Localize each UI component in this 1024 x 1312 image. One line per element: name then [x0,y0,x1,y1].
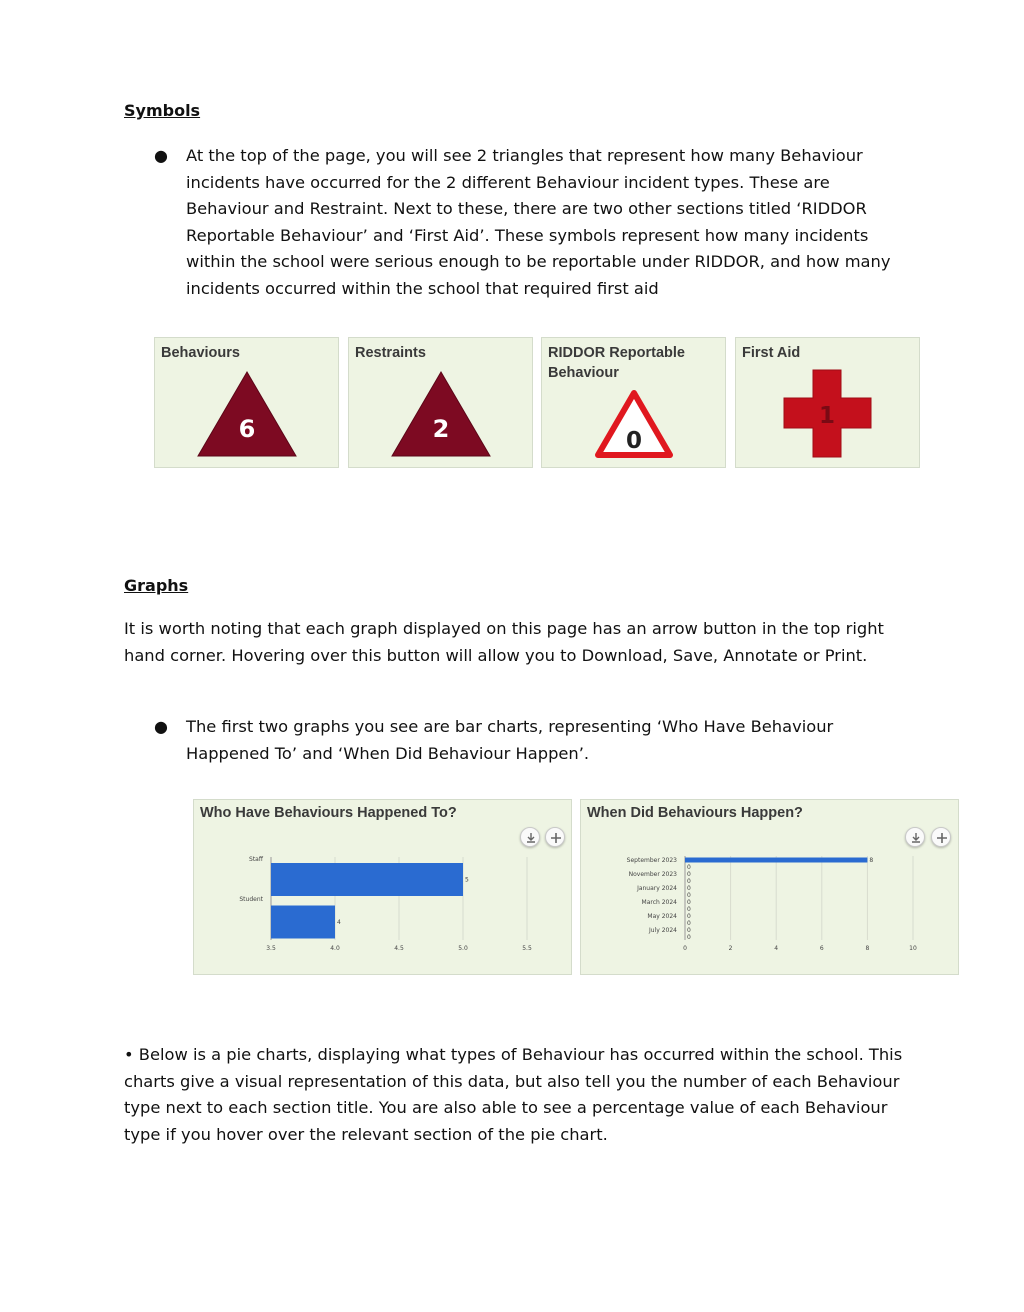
bullet-dot-icon: ● [154,146,168,165]
y-tick-label: March 2024 [641,899,677,906]
y-tick-label: Student [239,896,263,903]
card-value: 1 [818,403,836,429]
pie-chart-note: • Below is a pie charts, displaying what types of Behaviour has occurred within the school. This charts give a visual representation of this data, but also tell you the number of each Behaviour type next to each section title. You are also able to see a percentage value of each Behaviour type if you hover over the relevant section of the pie chart. [124,1045,903,1144]
y-tick-label: September 2023 [626,857,677,864]
y-tick-label: Staff [249,856,263,863]
bar [271,906,335,939]
card-value: 6 [238,415,256,443]
data-label: 4 [337,919,341,926]
card-first-aid [735,337,920,468]
bar-chart-who [194,800,573,976]
bar-chart-when [581,800,960,976]
chart-panel-when [580,799,959,975]
symbols-bullet [154,143,914,303]
data-label: 0 [687,864,691,871]
data-label: 5 [465,876,469,884]
graphs-bullet [154,714,914,767]
bar [271,863,463,896]
data-label: 0 [687,878,691,885]
triangle-filled-icon [155,338,340,469]
card-restraints [348,337,533,468]
x-tick-label: 4.0 [330,945,340,952]
card-title: First Aid [742,345,801,361]
card-value: 2 [432,415,450,443]
y-tick-label: May 2024 [647,913,677,920]
x-tick-label: 3.5 [266,945,276,952]
x-tick-label: 2 [728,945,733,952]
graphs-heading: Graphs [124,576,189,595]
data-label: 0 [687,927,691,934]
data-label: 0 [687,892,691,899]
card-riddor [541,337,726,468]
x-tick-label: 4 [774,945,779,952]
warning-triangle-icon [542,338,727,469]
x-tick-label: 4.5 [394,945,404,952]
card-title: Restraints [355,345,426,361]
card-title: Behaviours [161,345,240,361]
data-label: 0 [687,913,691,920]
bar [685,858,867,863]
data-label: 0 [687,934,691,941]
x-tick-label: 10 [909,945,917,952]
x-tick-label: 8 [865,945,870,952]
card-behaviours [154,337,339,468]
x-tick-label: 5.5 [522,945,532,952]
chart-title: When Did Behaviours Happen? [587,805,803,821]
data-label: 0 [687,899,691,906]
graphs-bullet-text: The first two graphs you see are bar charts, representing ‘Who Have Behaviour Happened To’ and ‘When Did Behaviour Happen’. [186,717,834,763]
y-tick-label: November 2023 [628,871,677,878]
data-label: 8 [869,857,874,864]
data-label: 0 [687,920,691,927]
symbols-bullet-text: At the top of the page, you will see 2 triangles that represent how many Behaviour incidents have occurred for the 2 different Behaviour incident types. These are Behaviour and Restraint. Next to these, there are two other sections titled ‘RIDDOR Reportable Behaviour’ and ‘First Aid’. These symbols represent how many incidents within the school were serious enough to be reportable under RIDDOR, and how many incidents occurred within the school that required first aid [186,146,891,298]
graphs-intro: It is worth noting that each graph displayed on this page has an arrow button in the top right hand corner. Hovering over this button will allow you to Download, Save, Annotate or Print. [124,619,884,665]
x-tick-label: 0 [683,945,687,952]
bullet-dot-icon: ● [154,717,168,736]
data-label: 0 [687,885,691,892]
triangle-filled-icon [349,338,534,469]
chart-panel-who [193,799,572,975]
card-value: 0 [625,428,643,454]
chart-title: Who Have Behaviours Happened To? [200,805,457,821]
x-tick-label: 5.0 [458,945,468,952]
card-title: RIDDOR Reportable Behaviour [548,345,685,381]
symbols-heading: Symbols [124,101,201,120]
x-tick-label: 6 [819,945,824,952]
red-cross-icon [736,338,921,469]
y-tick-label: January 2024 [637,885,677,892]
data-label: 0 [687,871,691,878]
data-label: 0 [687,906,691,913]
y-tick-label: July 2024 [649,927,677,934]
